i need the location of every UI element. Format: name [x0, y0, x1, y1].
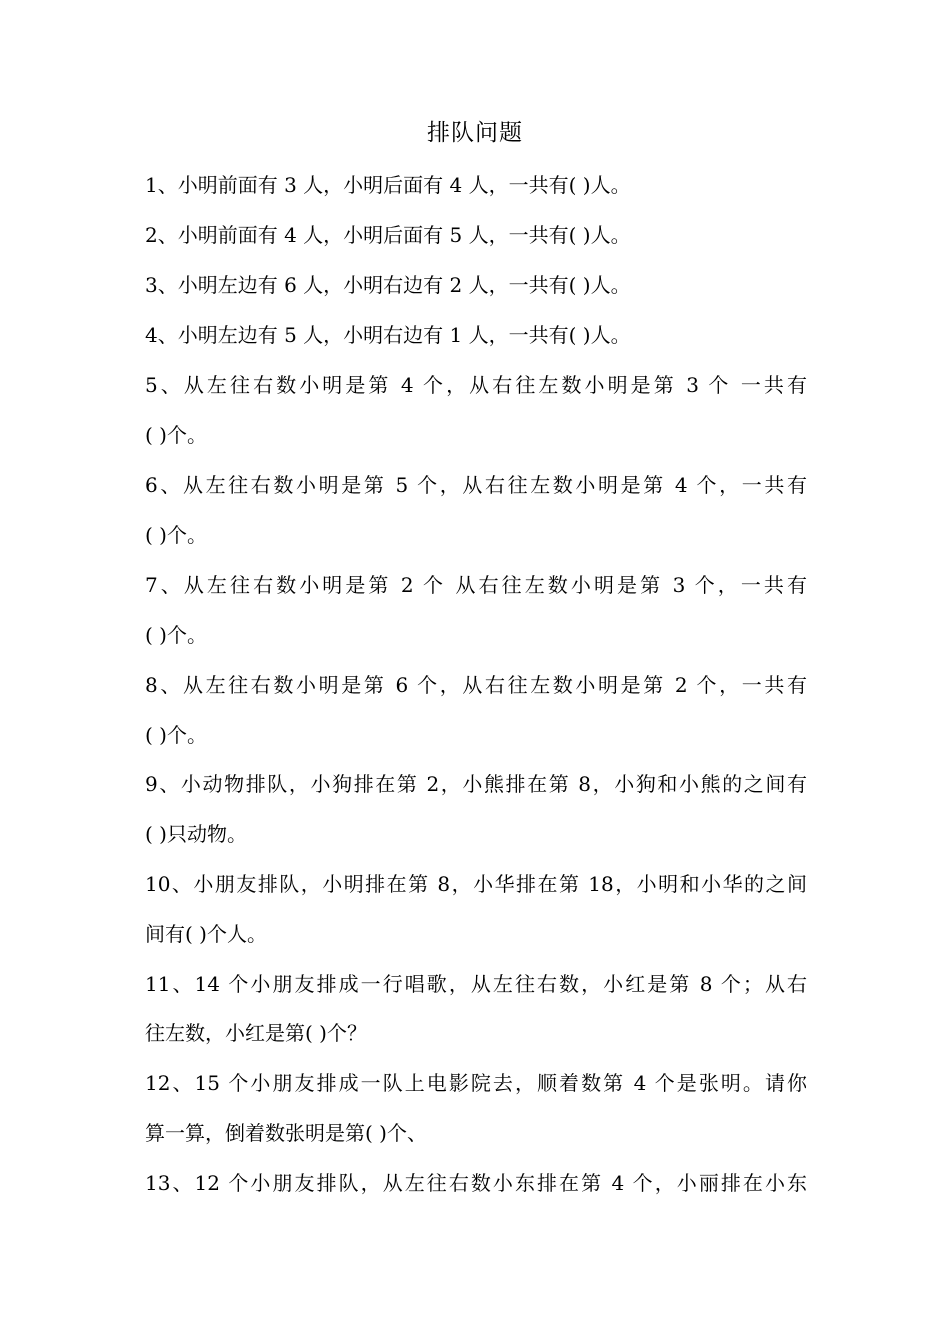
question-13: 13、12 个小朋友排队，从左往右数小东排在第 4 个，小丽排在小东: [145, 1171, 807, 1195]
question-8-answer: ( )个。: [145, 723, 207, 747]
question-3: 3、小明左边有 6 人，小明右边有 2 人，一共有( )人。: [145, 273, 631, 297]
question-7: 7、从左往右数小明是第 2 个 从右往左数小明是第 3 个，一共有: [145, 573, 807, 597]
question-12: 12、15 个小朋友排成一队上电影院去，顺着数第 4 个是张明。请你: [145, 1071, 807, 1095]
question-1: 1、小明前面有 3 人，小明后面有 4 人，一共有( )人。: [145, 173, 631, 197]
question-10-answer: 间有( )个人。: [145, 922, 267, 946]
question-4: 4、小明左边有 5 人，小明右边有 1 人，一共有( )人。: [145, 323, 631, 347]
question-6: 6、从左往右数小明是第 5 个，从右往左数小明是第 4 个，一共有: [145, 473, 807, 497]
question-9: 9、小动物排队，小狗排在第 2，小熊排在第 8，小狗和小熊的之间有: [145, 772, 807, 796]
question-9-answer: ( )只动物。: [145, 822, 247, 846]
question-6-answer: ( )个。: [145, 523, 207, 547]
question-11-answer: 往左数，小红是第( )个？: [145, 1021, 367, 1045]
question-10: 10、小朋友排队，小明排在第 8，小华排在第 18，小明和小华的之间: [145, 872, 807, 896]
question-12-answer: 算一算，倒着数张明是第( )个、: [145, 1121, 427, 1145]
question-2: 2、小明前面有 4 人，小明后面有 5 人，一共有( )人。: [145, 223, 631, 247]
question-5: 5、从左往右数小明是第 4 个，从右往左数小明是第 3 个 一共有: [145, 373, 807, 397]
question-8: 8、从左往右数小明是第 6 个，从右往左数小明是第 2 个，一共有: [145, 673, 807, 697]
page-title: 排队问题: [427, 120, 523, 146]
question-7-answer: ( )个。: [145, 623, 207, 647]
question-5-answer: ( )个。: [145, 423, 207, 447]
question-11: 11、14 个小朋友排成一行唱歌，从左往右数，小红是第 8 个；从右: [145, 972, 807, 996]
